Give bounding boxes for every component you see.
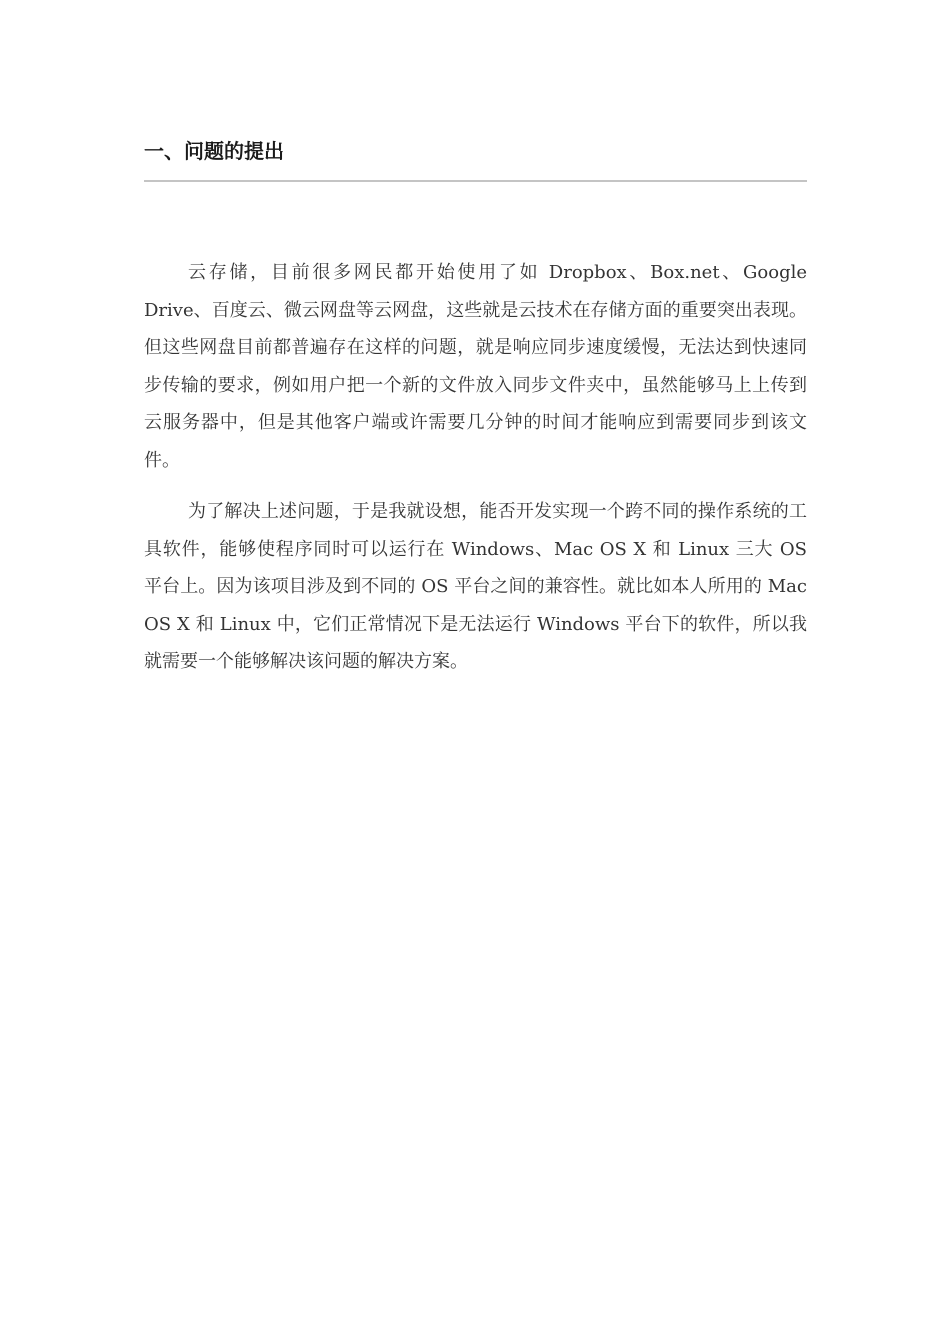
paragraph-1: 云存储，目前很多网民都开始使用了如 Dropbox、Box.net、Google Drive、百度云、微云网盘等云网盘，这些就是云技术在存储方面的重要突出表现。但这些网盘目前都普遍存在这样的问题，就是响应同步速度缓慢，无法达到快速同步传输的要求，例如用户把一个新的文件放入同步文件夹中，虽然能够马上上传到云服务器中，但是其他客户端或许需要几分钟的时间才能响应到需要同步到该文件。 (144, 262, 807, 471)
section-heading: 一、问题的提出 (144, 139, 284, 163)
document-body (144, 128, 807, 681)
paragraph-2: 为了解决上述问题，于是我就设想，能否开发实现一个跨不同的操作系统的工具软件，能够使程序同时可以运行在 Windows、Mac OS X 和 Linux 三大 OS 平台上。因为该项目涉及到不同的 OS 平台之间的兼容性。就比如本人所用的 Mac OS X 和 Linux 中，它们正常情况下是无法运行 Windows 平台下的软件，所以我就需要一个能够解决该问题的解决方案。 (144, 501, 807, 672)
heading-divider (144, 180, 807, 182)
